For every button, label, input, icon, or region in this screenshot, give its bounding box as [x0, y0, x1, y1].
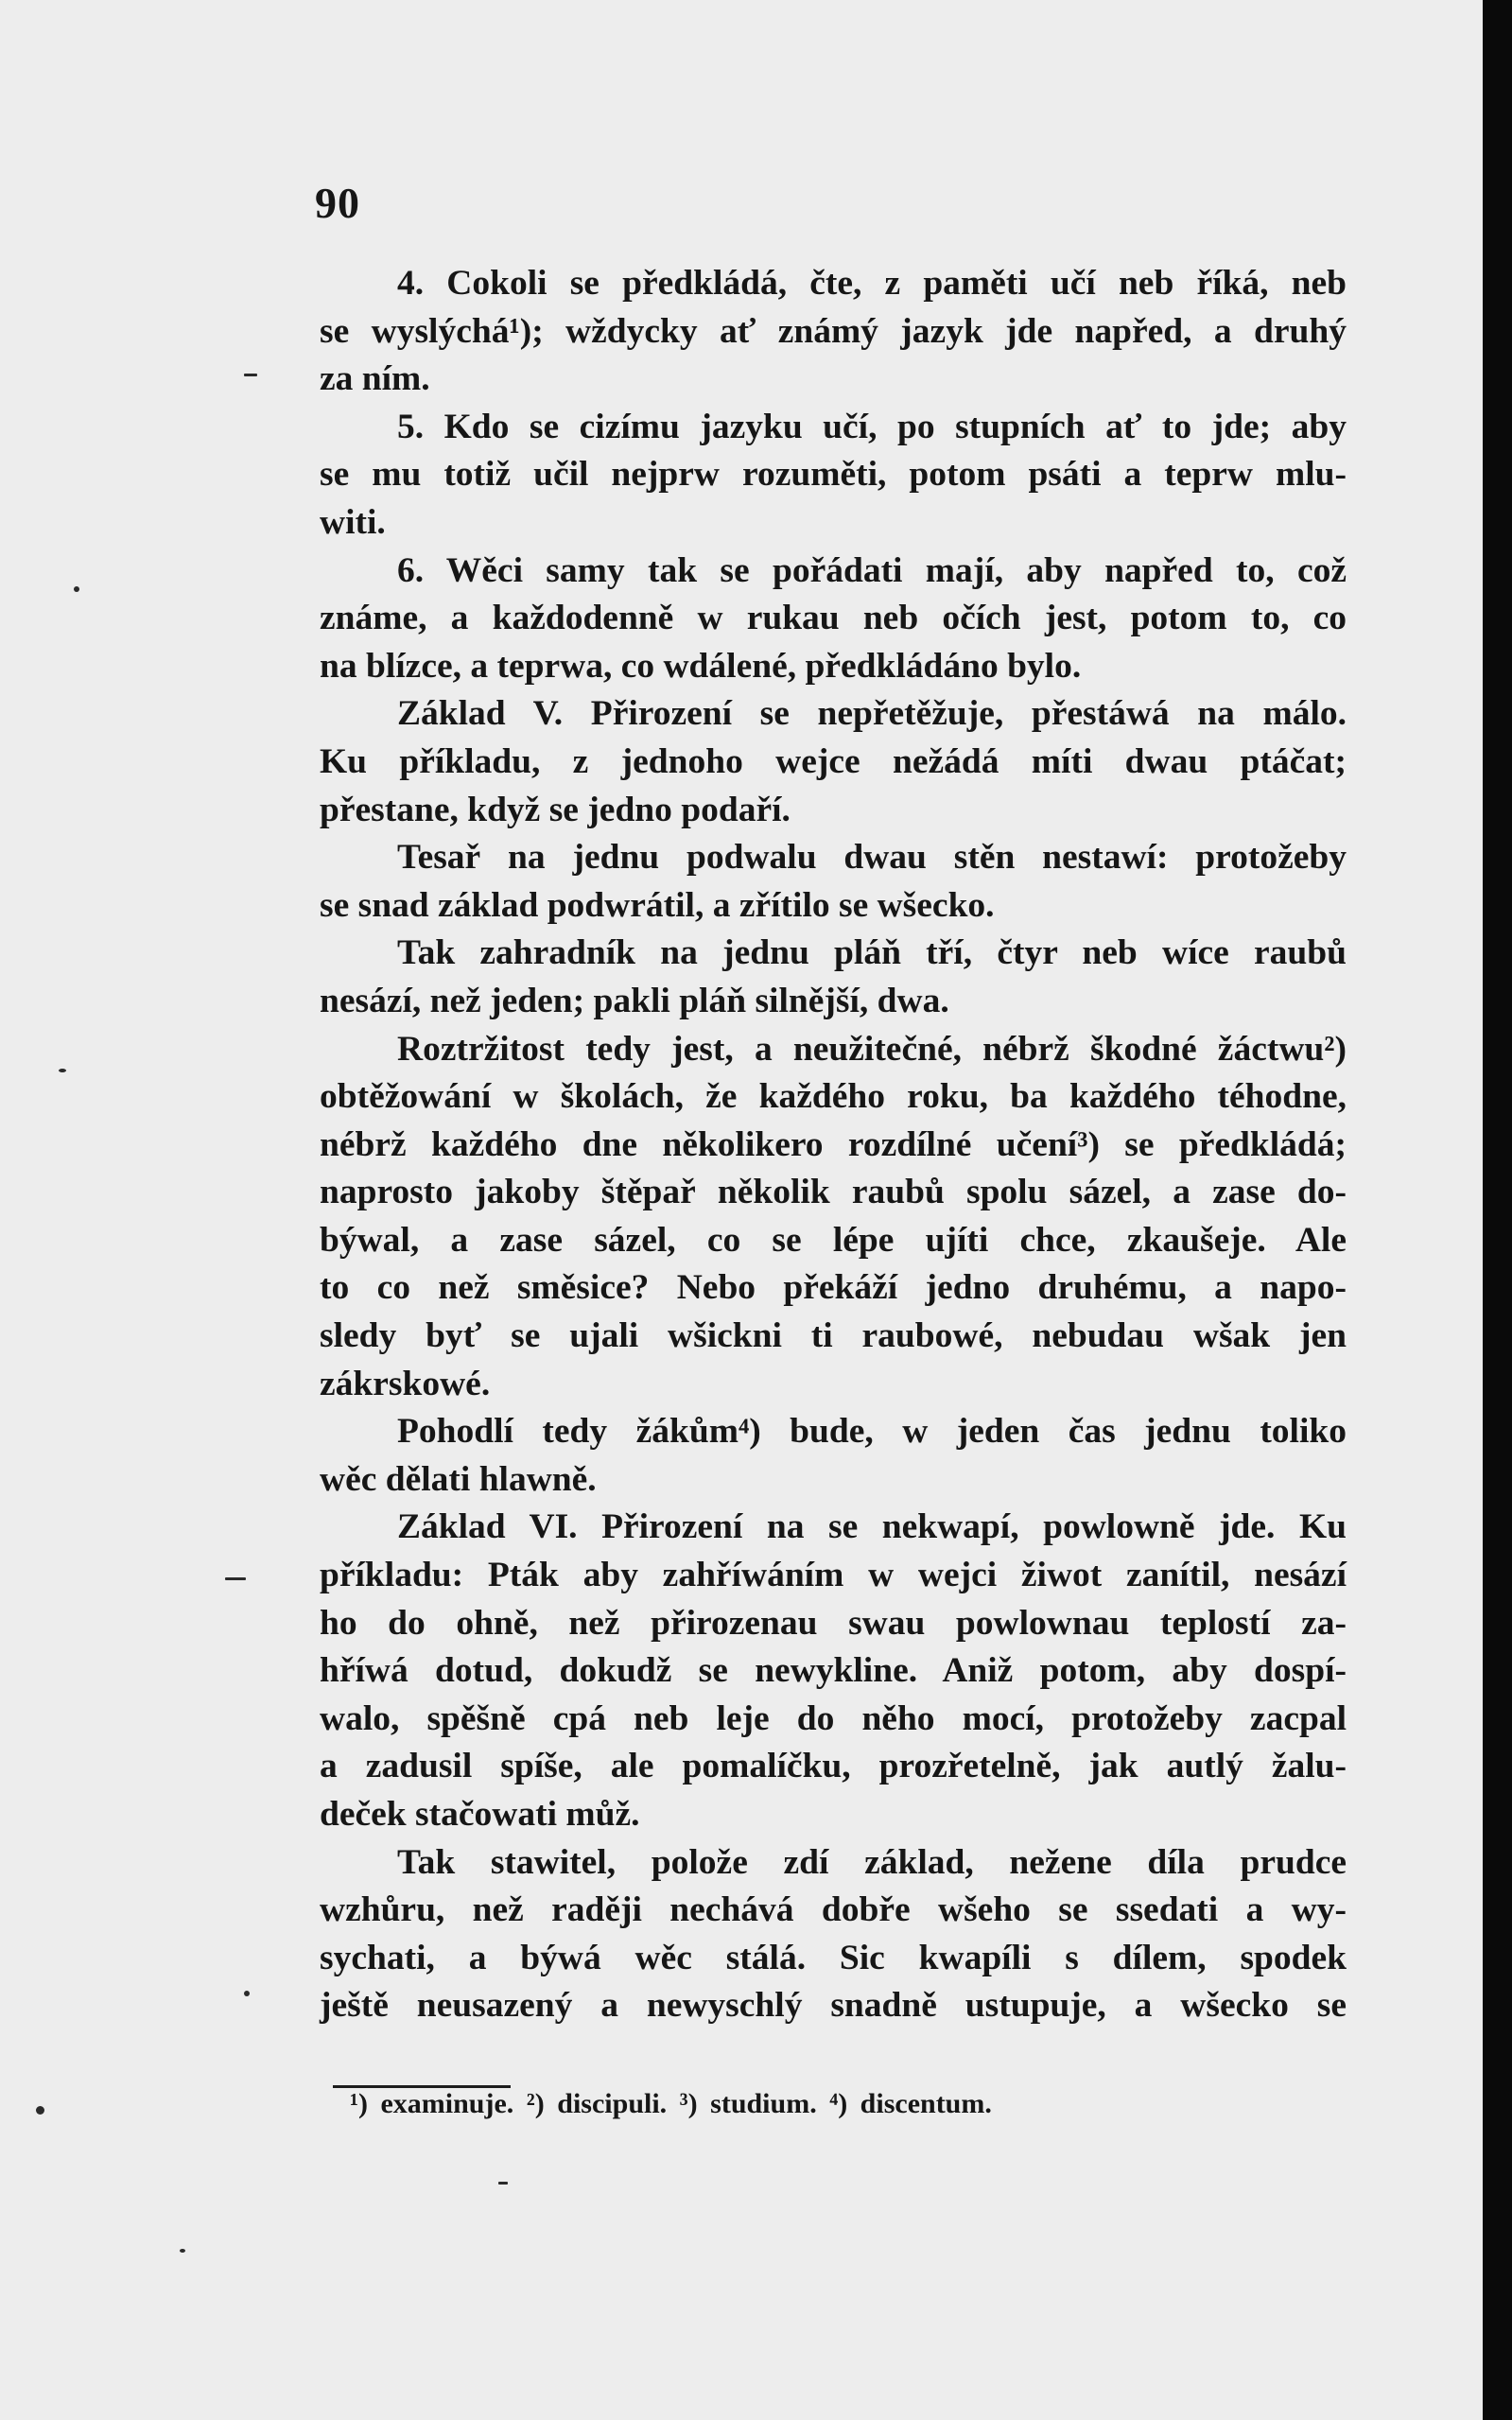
text-line: walo, spěšně cpá neb leje do něho mocí, protožeby zacpal [320, 1698, 1347, 1738]
text-line: sledy byť se ujali wšickni ti raubowé, nebudau wšak jen [320, 1316, 1347, 1356]
text-line: sychati, a býwá wěc stálá. Sic kwapíli s dílem, spodek [320, 1938, 1347, 1977]
text-line: zákrskowé. [320, 1364, 491, 1403]
scan-speck [244, 1991, 250, 1996]
text-line: wěc dělati hlawně. [320, 1459, 597, 1499]
text-line: se snad základ podwrátil, a zřítilo se wšecko. [320, 885, 995, 925]
text-line: witi. [320, 502, 386, 542]
text-line: příkladu: Pták aby zahříwáním w wejci žiwot zanítil, nesází [320, 1556, 1347, 1595]
text-line: Pohodlí tedy žákům⁴) bude, w jeden čas jednu toliko [397, 1412, 1347, 1452]
text-line: býwal, a zase sázel, co se lépe ujíti chce, zkaušeje. Ale [320, 1220, 1347, 1260]
text-line: se wyslýchá¹); wždycky ať známý jazyk jde napřed, a druhý [320, 311, 1347, 351]
page-number: 90 [315, 179, 360, 227]
text-line: ještě neusazený a newyschlý snadně ustupuje, a wšecko se [320, 1986, 1347, 2026]
body-text [320, 260, 1347, 2030]
text-line: Tak stawitel, polože zdí základ, nežene díla prudce [397, 1842, 1347, 1882]
text-line: Základ VI. Přirození na se nekwapí, powlowně jde. Ku [397, 1507, 1347, 1547]
scan-speck [498, 2182, 508, 2185]
text-line: Tesař na jednu podwalu dwau stěn nestawí: protožeby [397, 838, 1347, 878]
text-line: 5. Kdo se cizímu jazyku učí, po stupních ať to jde; aby [397, 407, 1347, 446]
footnotes: ¹) examinuje. ²) discipuli. ³) studium. ⁴) discentum. [350, 2088, 992, 2119]
text-line: Roztržitost tedy jest, a neužitečné, nébrž škodné žáctwu²) [397, 1029, 1347, 1069]
scan-speck [244, 374, 257, 376]
text-line: nébrž každého dne několikero rozdílné učení³) se předkládá; [320, 1124, 1347, 1164]
text-line: na blízce, a teprwa, co wdálené, předkládáno bylo. [320, 646, 1082, 686]
scan-edge [1483, 0, 1512, 2420]
scan-speck [36, 2106, 44, 2115]
scan-speck [180, 2249, 185, 2253]
text-line: nesází, než jeden; pakli pláň silnější, dwa. [320, 981, 949, 1020]
text-line: známe, a každodenně w rukau neb očích jest, potom to, co [320, 599, 1347, 638]
text-line: za ním. [320, 359, 430, 399]
text-line: wzhůru, než raději nechává dobře wšeho se ssedati a wy- [320, 1890, 1347, 1930]
text-line: Ku příkladu, z jednoho wejce nežádá míti dwau ptáčat; [320, 741, 1347, 781]
text-line: a zadusil spíše, ale pomalíčku, prozřetelně, jak autlý žalu- [320, 1747, 1347, 1786]
text-line: 4. Cokoli se předkládá, čte, z paměti učí neb říká, neb [397, 264, 1347, 303]
text-line: Základ V. Přirození se nepřetěžuje, přestáwá na málo. [397, 694, 1347, 734]
text-line: ho do ohně, než přirozenau swau powlownau teplostí za- [320, 1603, 1347, 1643]
text-line: se mu totiž učil nejprw rozuměti, potom psáti a teprw mlu- [320, 455, 1347, 495]
scan-speck [74, 586, 79, 592]
text-line: Tak zahradník na jednu pláň tří, čtyr neb wíce raubů [397, 933, 1347, 973]
text-line: to co než směsice? Nebo překáží jedno druhému, a napo- [320, 1268, 1347, 1308]
text-line: obtěžowání w školách, že každého roku, ba každého téhodne, [320, 1077, 1347, 1117]
text-line: přestane, když se jedno podaří. [320, 790, 791, 829]
text-line: hříwá dotud, dokudž se newykline. Aniž potom, aby dospí- [320, 1651, 1347, 1691]
text-line: 6. Wěci samy tak se pořádati mají, aby napřed to, což [397, 550, 1347, 590]
text-line: naprosto jakoby štěpař několik raubů spolu sázel, a zase do- [320, 1173, 1347, 1212]
scan-speck [59, 1069, 66, 1072]
scan-speck [225, 1577, 246, 1580]
text-line: deček stačowati můž. [320, 1795, 640, 1834]
